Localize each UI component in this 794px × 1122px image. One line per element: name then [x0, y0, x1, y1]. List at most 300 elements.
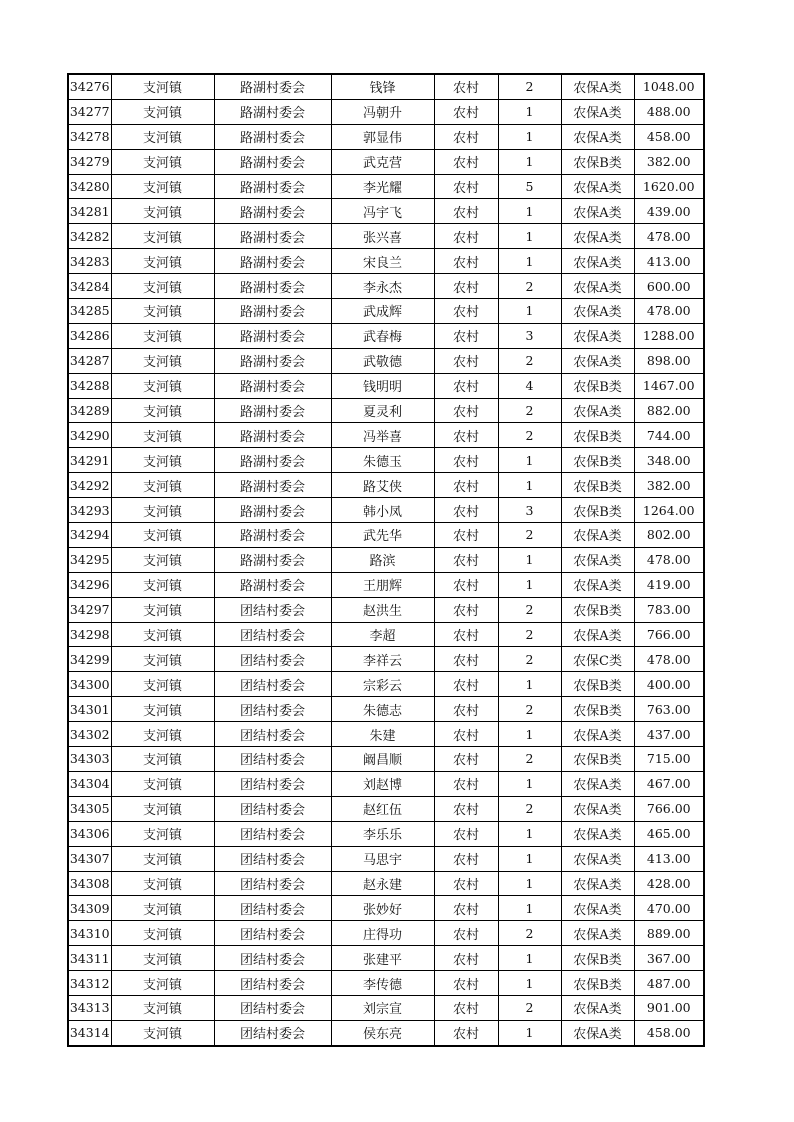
- table-row: [68, 274, 704, 299]
- id-cell: 34284: [68, 274, 111, 299]
- table-row: [68, 995, 704, 1020]
- type-cell: 农村: [434, 99, 498, 124]
- town-cell: 支河镇: [111, 473, 214, 498]
- category-cell: 农保A类: [561, 124, 634, 149]
- type-cell: 农村: [434, 423, 498, 448]
- name-cell: 张妙好: [331, 896, 434, 921]
- town-cell: 支河镇: [111, 647, 214, 672]
- table-row: [68, 523, 704, 548]
- id-cell: 34295: [68, 547, 111, 572]
- type-cell: 农村: [434, 199, 498, 224]
- category-cell: 农保B类: [561, 498, 634, 523]
- records-table: [67, 73, 705, 1047]
- name-cell: 钱锋: [331, 74, 434, 99]
- town-cell: 支河镇: [111, 697, 214, 722]
- name-cell: 夏灵利: [331, 398, 434, 423]
- name-cell: 王朋辉: [331, 572, 434, 597]
- village-cell: 路湖村委会: [214, 323, 331, 348]
- id-cell: 34292: [68, 473, 111, 498]
- table-row: [68, 174, 704, 199]
- village-cell: 团结村委会: [214, 1020, 331, 1045]
- category-cell: 农保A类: [561, 299, 634, 324]
- village-cell: 团结村委会: [214, 647, 331, 672]
- id-cell: 34301: [68, 697, 111, 722]
- table-row: [68, 99, 704, 124]
- type-cell: 农村: [434, 846, 498, 871]
- amount-cell: 439.00: [634, 199, 704, 224]
- count-cell: 2: [498, 348, 561, 373]
- town-cell: 支河镇: [111, 597, 214, 622]
- town-cell: 支河镇: [111, 274, 214, 299]
- name-cell: 刘赵博: [331, 771, 434, 796]
- count-cell: 1: [498, 946, 561, 971]
- category-cell: 农保A类: [561, 348, 634, 373]
- id-cell: 34308: [68, 871, 111, 896]
- type-cell: 农村: [434, 697, 498, 722]
- category-cell: 农保B类: [561, 448, 634, 473]
- amount-cell: 882.00: [634, 398, 704, 423]
- village-cell: 路湖村委会: [214, 224, 331, 249]
- category-cell: 农保B类: [561, 149, 634, 174]
- village-cell: 路湖村委会: [214, 99, 331, 124]
- name-cell: 李超: [331, 622, 434, 647]
- table-row: [68, 124, 704, 149]
- amount-cell: 400.00: [634, 672, 704, 697]
- count-cell: 5: [498, 174, 561, 199]
- category-cell: 农保A类: [561, 199, 634, 224]
- name-cell: 宋良兰: [331, 249, 434, 274]
- table-row: [68, 946, 704, 971]
- village-cell: 路湖村委会: [214, 299, 331, 324]
- count-cell: 1: [498, 572, 561, 597]
- village-cell: 路湖村委会: [214, 174, 331, 199]
- type-cell: 农村: [434, 498, 498, 523]
- category-cell: 农保A类: [561, 622, 634, 647]
- id-cell: 34282: [68, 224, 111, 249]
- village-cell: 路湖村委会: [214, 547, 331, 572]
- village-cell: 团结村委会: [214, 771, 331, 796]
- category-cell: 农保A类: [561, 1020, 634, 1045]
- category-cell: 农保A类: [561, 722, 634, 747]
- name-cell: 路艾侠: [331, 473, 434, 498]
- count-cell: 1: [498, 199, 561, 224]
- amount-cell: 1288.00: [634, 323, 704, 348]
- amount-cell: 367.00: [634, 946, 704, 971]
- category-cell: 农保A类: [561, 274, 634, 299]
- id-cell: 34310: [68, 921, 111, 946]
- type-cell: 农村: [434, 373, 498, 398]
- id-cell: 34309: [68, 896, 111, 921]
- village-cell: 团结村委会: [214, 946, 331, 971]
- id-cell: 34293: [68, 498, 111, 523]
- village-cell: 团结村委会: [214, 896, 331, 921]
- table-row: [68, 224, 704, 249]
- name-cell: 武敬德: [331, 348, 434, 373]
- type-cell: 农村: [434, 647, 498, 672]
- category-cell: 农保A类: [561, 821, 634, 846]
- id-cell: 34287: [68, 348, 111, 373]
- count-cell: 2: [498, 74, 561, 99]
- count-cell: 2: [498, 423, 561, 448]
- village-cell: 路湖村委会: [214, 473, 331, 498]
- amount-cell: 1048.00: [634, 74, 704, 99]
- type-cell: 农村: [434, 771, 498, 796]
- village-cell: 路湖村委会: [214, 523, 331, 548]
- village-cell: 路湖村委会: [214, 572, 331, 597]
- count-cell: 2: [498, 523, 561, 548]
- name-cell: 赵永建: [331, 871, 434, 896]
- amount-cell: 715.00: [634, 747, 704, 772]
- name-cell: 李永杰: [331, 274, 434, 299]
- category-cell: 农保A类: [561, 547, 634, 572]
- town-cell: 支河镇: [111, 523, 214, 548]
- count-cell: 1: [498, 896, 561, 921]
- type-cell: 农村: [434, 622, 498, 647]
- category-cell: 农保B类: [561, 672, 634, 697]
- name-cell: 路滨: [331, 547, 434, 572]
- table-row: [68, 1020, 704, 1045]
- amount-cell: 488.00: [634, 99, 704, 124]
- table-row: [68, 971, 704, 996]
- id-cell: 34300: [68, 672, 111, 697]
- id-cell: 34280: [68, 174, 111, 199]
- type-cell: 农村: [434, 348, 498, 373]
- name-cell: 钱明明: [331, 373, 434, 398]
- amount-cell: 478.00: [634, 299, 704, 324]
- type-cell: 农村: [434, 747, 498, 772]
- id-cell: 34305: [68, 796, 111, 821]
- category-cell: 农保B类: [561, 597, 634, 622]
- amount-cell: 783.00: [634, 597, 704, 622]
- type-cell: 农村: [434, 323, 498, 348]
- table-row: [68, 572, 704, 597]
- id-cell: 34304: [68, 771, 111, 796]
- category-cell: 农保A类: [561, 871, 634, 896]
- village-cell: 团结村委会: [214, 846, 331, 871]
- amount-cell: 802.00: [634, 523, 704, 548]
- id-cell: 34279: [68, 149, 111, 174]
- id-cell: 34311: [68, 946, 111, 971]
- count-cell: 4: [498, 373, 561, 398]
- town-cell: 支河镇: [111, 373, 214, 398]
- name-cell: 刘宗宣: [331, 995, 434, 1020]
- town-cell: 支河镇: [111, 995, 214, 1020]
- count-cell: 2: [498, 697, 561, 722]
- type-cell: 农村: [434, 174, 498, 199]
- amount-cell: 1620.00: [634, 174, 704, 199]
- name-cell: 赵红伍: [331, 796, 434, 821]
- table-row: [68, 373, 704, 398]
- count-cell: 2: [498, 796, 561, 821]
- category-cell: 农保B类: [561, 423, 634, 448]
- table-row: [68, 722, 704, 747]
- town-cell: 支河镇: [111, 622, 214, 647]
- id-cell: 34286: [68, 323, 111, 348]
- type-cell: 农村: [434, 448, 498, 473]
- village-cell: 团结村委会: [214, 747, 331, 772]
- table-row: [68, 423, 704, 448]
- village-cell: 路湖村委会: [214, 149, 331, 174]
- category-cell: 农保A类: [561, 921, 634, 946]
- name-cell: 侯东亮: [331, 1020, 434, 1045]
- town-cell: 支河镇: [111, 771, 214, 796]
- id-cell: 34306: [68, 821, 111, 846]
- id-cell: 34314: [68, 1020, 111, 1045]
- amount-cell: 763.00: [634, 697, 704, 722]
- type-cell: 农村: [434, 398, 498, 423]
- table-row: [68, 547, 704, 572]
- amount-cell: 382.00: [634, 473, 704, 498]
- category-cell: 农保A类: [561, 796, 634, 821]
- town-cell: 支河镇: [111, 572, 214, 597]
- type-cell: 农村: [434, 921, 498, 946]
- count-cell: 1: [498, 846, 561, 871]
- amount-cell: 1264.00: [634, 498, 704, 523]
- village-cell: 团结村委会: [214, 821, 331, 846]
- id-cell: 34285: [68, 299, 111, 324]
- amount-cell: 437.00: [634, 722, 704, 747]
- amount-cell: 458.00: [634, 1020, 704, 1045]
- name-cell: 张建平: [331, 946, 434, 971]
- category-cell: 农保A类: [561, 523, 634, 548]
- table-row: [68, 896, 704, 921]
- category-cell: 农保A类: [561, 99, 634, 124]
- village-cell: 路湖村委会: [214, 274, 331, 299]
- id-cell: 34283: [68, 249, 111, 274]
- count-cell: 1: [498, 1020, 561, 1045]
- amount-cell: 898.00: [634, 348, 704, 373]
- village-cell: 团结村委会: [214, 697, 331, 722]
- amount-cell: 766.00: [634, 796, 704, 821]
- village-cell: 团结村委会: [214, 722, 331, 747]
- category-cell: 农保B类: [561, 946, 634, 971]
- table-row: [68, 74, 704, 99]
- category-cell: 农保A类: [561, 896, 634, 921]
- count-cell: 1: [498, 771, 561, 796]
- id-cell: 34297: [68, 597, 111, 622]
- type-cell: 农村: [434, 871, 498, 896]
- town-cell: 支河镇: [111, 896, 214, 921]
- type-cell: 农村: [434, 896, 498, 921]
- table-row: [68, 149, 704, 174]
- category-cell: 农保A类: [561, 398, 634, 423]
- id-cell: 34312: [68, 971, 111, 996]
- count-cell: 1: [498, 249, 561, 274]
- category-cell: 农保A类: [561, 323, 634, 348]
- table-row: [68, 647, 704, 672]
- town-cell: 支河镇: [111, 946, 214, 971]
- name-cell: 李乐乐: [331, 821, 434, 846]
- village-cell: 团结村委会: [214, 597, 331, 622]
- village-cell: 路湖村委会: [214, 348, 331, 373]
- type-cell: 农村: [434, 722, 498, 747]
- count-cell: 2: [498, 622, 561, 647]
- amount-cell: 487.00: [634, 971, 704, 996]
- table-row: [68, 921, 704, 946]
- amount-cell: 478.00: [634, 547, 704, 572]
- village-cell: 路湖村委会: [214, 199, 331, 224]
- name-cell: 朱德玉: [331, 448, 434, 473]
- village-cell: 路湖村委会: [214, 398, 331, 423]
- town-cell: 支河镇: [111, 821, 214, 846]
- table-row: [68, 323, 704, 348]
- table-row: [68, 348, 704, 373]
- table-row: [68, 473, 704, 498]
- id-cell: 34313: [68, 995, 111, 1020]
- table-row: [68, 747, 704, 772]
- name-cell: 宗彩云: [331, 672, 434, 697]
- category-cell: 农保A类: [561, 995, 634, 1020]
- table-row: [68, 672, 704, 697]
- amount-cell: 419.00: [634, 572, 704, 597]
- name-cell: 朱建: [331, 722, 434, 747]
- town-cell: 支河镇: [111, 747, 214, 772]
- id-cell: 34290: [68, 423, 111, 448]
- type-cell: 农村: [434, 249, 498, 274]
- table-row: [68, 498, 704, 523]
- town-cell: 支河镇: [111, 174, 214, 199]
- id-cell: 34299: [68, 647, 111, 672]
- table-row: [68, 697, 704, 722]
- name-cell: 武先华: [331, 523, 434, 548]
- id-cell: 34281: [68, 199, 111, 224]
- name-cell: 武克营: [331, 149, 434, 174]
- town-cell: 支河镇: [111, 672, 214, 697]
- id-cell: 34307: [68, 846, 111, 871]
- town-cell: 支河镇: [111, 74, 214, 99]
- category-cell: 农保A类: [561, 224, 634, 249]
- village-cell: 路湖村委会: [214, 74, 331, 99]
- type-cell: 农村: [434, 995, 498, 1020]
- amount-cell: 467.00: [634, 771, 704, 796]
- count-cell: 1: [498, 672, 561, 697]
- category-cell: 农保A类: [561, 572, 634, 597]
- count-cell: 1: [498, 871, 561, 896]
- table-row: [68, 871, 704, 896]
- town-cell: 支河镇: [111, 921, 214, 946]
- town-cell: 支河镇: [111, 1020, 214, 1045]
- count-cell: 1: [498, 722, 561, 747]
- village-cell: 路湖村委会: [214, 423, 331, 448]
- amount-cell: 382.00: [634, 149, 704, 174]
- table-row: [68, 846, 704, 871]
- count-cell: 1: [498, 299, 561, 324]
- count-cell: 1: [498, 99, 561, 124]
- name-cell: 冯举喜: [331, 423, 434, 448]
- type-cell: 农村: [434, 971, 498, 996]
- category-cell: 农保B类: [561, 747, 634, 772]
- count-cell: 2: [498, 747, 561, 772]
- village-cell: 团结村委会: [214, 871, 331, 896]
- type-cell: 农村: [434, 597, 498, 622]
- amount-cell: 600.00: [634, 274, 704, 299]
- table-row: [68, 199, 704, 224]
- name-cell: 阚昌顺: [331, 747, 434, 772]
- table-row: [68, 448, 704, 473]
- town-cell: 支河镇: [111, 124, 214, 149]
- count-cell: 2: [498, 921, 561, 946]
- town-cell: 支河镇: [111, 547, 214, 572]
- id-cell: 34288: [68, 373, 111, 398]
- amount-cell: 478.00: [634, 224, 704, 249]
- count-cell: 1: [498, 448, 561, 473]
- name-cell: 郭显伟: [331, 124, 434, 149]
- id-cell: 34302: [68, 722, 111, 747]
- town-cell: 支河镇: [111, 249, 214, 274]
- amount-cell: 889.00: [634, 921, 704, 946]
- town-cell: 支河镇: [111, 299, 214, 324]
- id-cell: 34291: [68, 448, 111, 473]
- table-row: [68, 597, 704, 622]
- amount-cell: 458.00: [634, 124, 704, 149]
- name-cell: 武春梅: [331, 323, 434, 348]
- name-cell: 武成辉: [331, 299, 434, 324]
- amount-cell: 413.00: [634, 249, 704, 274]
- town-cell: 支河镇: [111, 99, 214, 124]
- amount-cell: 413.00: [634, 846, 704, 871]
- type-cell: 农村: [434, 523, 498, 548]
- village-cell: 团结村委会: [214, 971, 331, 996]
- table-body: [68, 74, 704, 1046]
- count-cell: 2: [498, 274, 561, 299]
- name-cell: 冯朝升: [331, 99, 434, 124]
- type-cell: 农村: [434, 74, 498, 99]
- town-cell: 支河镇: [111, 348, 214, 373]
- count-cell: 1: [498, 124, 561, 149]
- name-cell: 李祥云: [331, 647, 434, 672]
- type-cell: 农村: [434, 946, 498, 971]
- amount-cell: 744.00: [634, 423, 704, 448]
- town-cell: 支河镇: [111, 498, 214, 523]
- amount-cell: 901.00: [634, 995, 704, 1020]
- village-cell: 团结村委会: [214, 672, 331, 697]
- type-cell: 农村: [434, 547, 498, 572]
- type-cell: 农村: [434, 1020, 498, 1045]
- name-cell: 朱德志: [331, 697, 434, 722]
- amount-cell: 766.00: [634, 622, 704, 647]
- village-cell: 路湖村委会: [214, 373, 331, 398]
- town-cell: 支河镇: [111, 871, 214, 896]
- id-cell: 34276: [68, 74, 111, 99]
- name-cell: 冯宇飞: [331, 199, 434, 224]
- town-cell: 支河镇: [111, 199, 214, 224]
- name-cell: 李光耀: [331, 174, 434, 199]
- category-cell: 农保A类: [561, 771, 634, 796]
- count-cell: 3: [498, 323, 561, 348]
- name-cell: 张兴喜: [331, 224, 434, 249]
- table-row: [68, 821, 704, 846]
- id-cell: 34294: [68, 523, 111, 548]
- count-cell: 1: [498, 971, 561, 996]
- count-cell: 3: [498, 498, 561, 523]
- count-cell: 1: [498, 224, 561, 249]
- count-cell: 1: [498, 473, 561, 498]
- village-cell: 团结村委会: [214, 995, 331, 1020]
- count-cell: 2: [498, 597, 561, 622]
- type-cell: 农村: [434, 274, 498, 299]
- village-cell: 路湖村委会: [214, 498, 331, 523]
- type-cell: 农村: [434, 124, 498, 149]
- town-cell: 支河镇: [111, 323, 214, 348]
- count-cell: 2: [498, 995, 561, 1020]
- village-cell: 团结村委会: [214, 796, 331, 821]
- village-cell: 路湖村委会: [214, 448, 331, 473]
- town-cell: 支河镇: [111, 796, 214, 821]
- table-row: [68, 299, 704, 324]
- type-cell: 农村: [434, 299, 498, 324]
- category-cell: 农保C类: [561, 647, 634, 672]
- category-cell: 农保A类: [561, 74, 634, 99]
